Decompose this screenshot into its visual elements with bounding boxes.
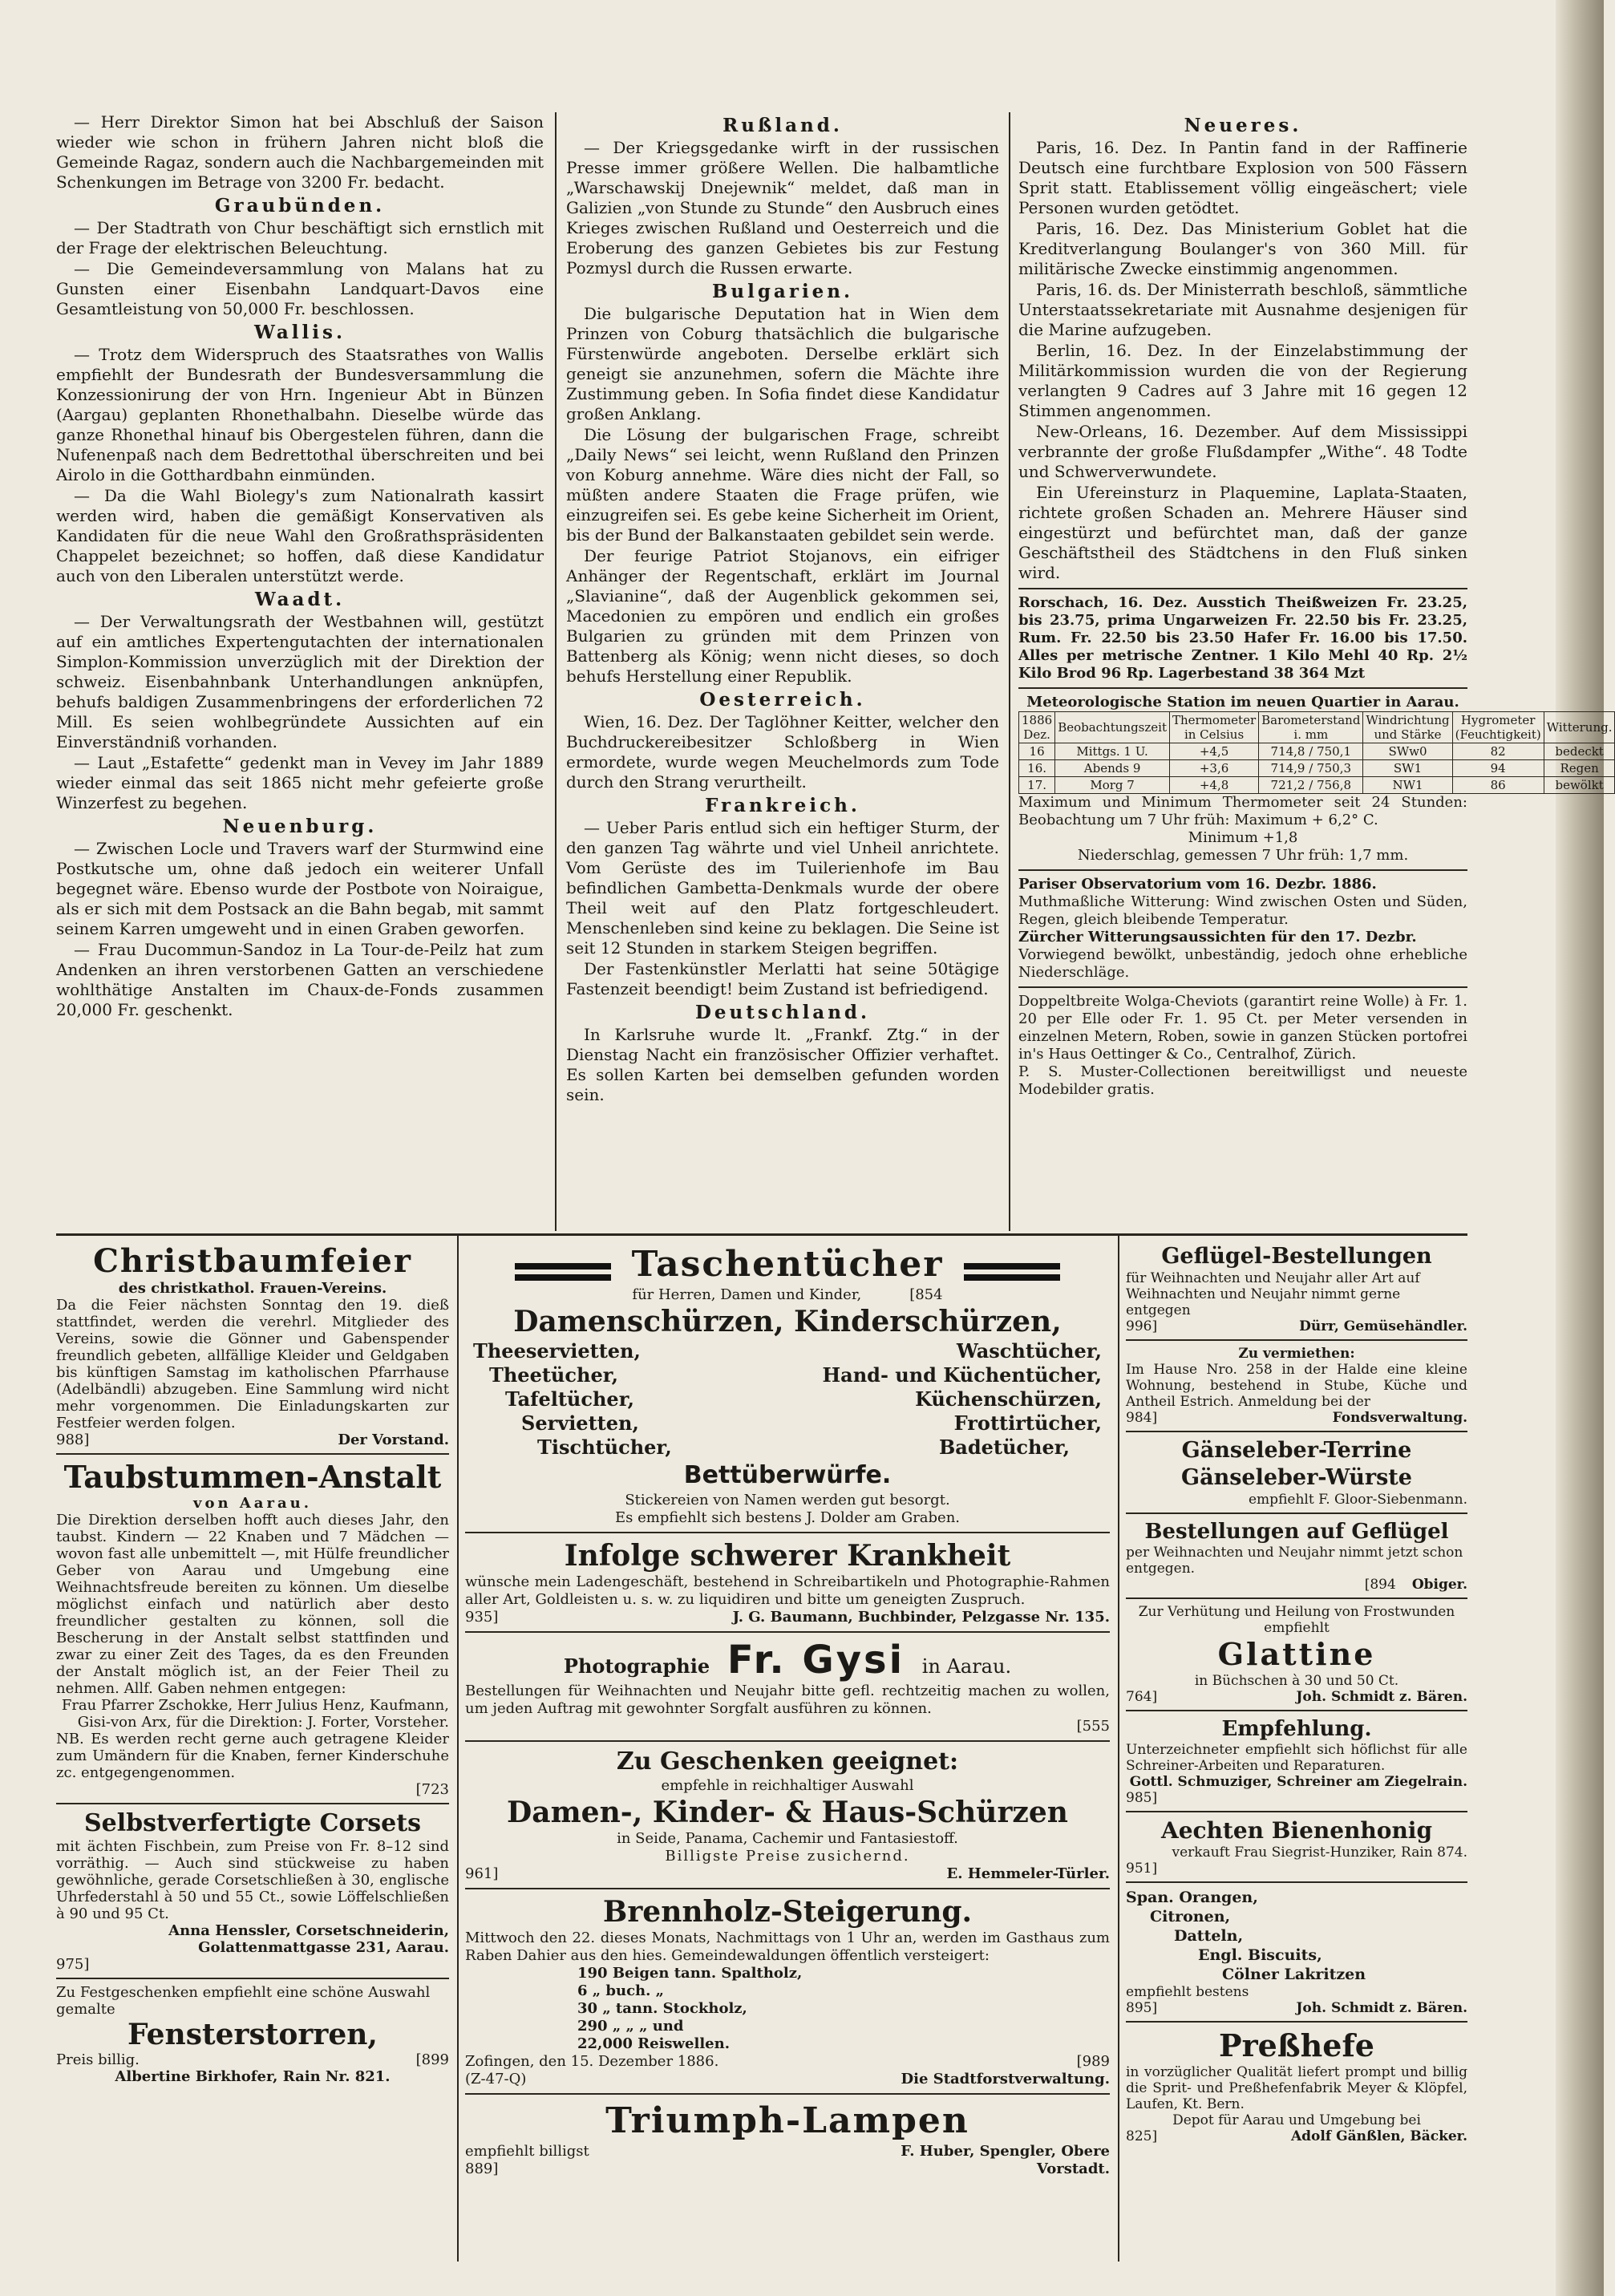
taschentuecher-for: für Herren, Damen und Kinder, xyxy=(632,1286,862,1303)
glattine-footer xyxy=(1126,1689,1467,1705)
list-item: 290 „ „ „ und xyxy=(577,2018,684,2035)
list-item: 6 „ buch. „ xyxy=(577,1982,665,1999)
section-heading: Wallis. xyxy=(254,322,346,343)
weather-header-cell: Hygrometer (Feuchtigkeit) xyxy=(1452,712,1544,743)
section-heading: Rußland. xyxy=(722,115,843,136)
geschenke-name: E. Hemmeler-Türler. xyxy=(946,1865,1110,1882)
taubstummen-text: Die Direktion derselben hofft auch dieses Jahr, den taubst. Kindern — 22 Knaben und 7 Mädchen — wovon fast alle unbemittelt —, mit Hülfe freundlicher Geber von Aarau und Umgebung eine Weihnachtsfreude bereiten zu können. Um dieselbe möglichst einfach und natürlich aber desto freundlicher gestalten zu können, soll die Bescherung in der Anstalt selbst stattfinden und zwar zu einer Zeit des Tages, da es den Freunden der Anstalt möglich ist, an der Feier Theil zu nehmen. Allf. Gaben nehmen entgegen: xyxy=(56,1512,449,1697)
section-heading: Waadt. xyxy=(254,589,346,610)
section-heading: Graubünden. xyxy=(214,195,386,217)
weather-header-cell: Beobachtungszeit xyxy=(1055,712,1170,743)
divider xyxy=(465,1532,1110,1533)
christbaum-title: Christbaumfeier xyxy=(93,1242,412,1280)
triumph-footer xyxy=(465,2143,1110,2178)
brennholz-items xyxy=(465,1965,1110,2053)
weather-cell: 86 xyxy=(1452,777,1544,794)
divider xyxy=(1126,1881,1467,1883)
weather-table-row xyxy=(1019,777,1615,794)
section-heading: Neuenburg. xyxy=(222,816,378,837)
article-paragraph: Die bulgarische Deputation hat in Wien dem Prinzen von Coburg thatsächlich die bulgarische Fürstenwürde angeboten. Derselbe erklärt sich geneigt sie anzunehmen, sofern die Mächte ihre Zustimmung geben. In Sofia findet diese Kandidatur großen Anklang. xyxy=(566,304,999,423)
fensterstorren-title: Fensterstorren, xyxy=(128,2018,378,2051)
news-column-1 xyxy=(56,112,544,1231)
wolga-postscript: P. S. Muster-Collectionen bereitwilligst und neueste Modebilder gratis. xyxy=(1018,1063,1467,1098)
taschentuecher-schuerzen: Damenschürzen, Kinderschürzen, xyxy=(513,1305,1062,1338)
section-heading: Deutschland. xyxy=(694,1002,871,1023)
fensterstorren-price: Preis billig. xyxy=(56,2051,140,2068)
list-item: Badetücher, xyxy=(938,1436,1070,1459)
geschenke-footer xyxy=(465,1865,1110,1883)
weather-note: Niederschlag, gemessen 7 Uhr früh: 1,7 mm. xyxy=(1077,847,1409,864)
divider xyxy=(465,2093,1110,2095)
glattine-title: Glattine xyxy=(1217,1636,1376,1672)
column-rule xyxy=(1009,112,1010,1231)
gysi-suffix: in Aarau. xyxy=(921,1655,1012,1678)
geschenke-materials: in Seide, Panama, Cachemir und Fantasiestoff. xyxy=(617,1830,958,1847)
ad-number: [989 xyxy=(1076,2053,1110,2070)
article-paragraph: Der feurige Patriot Stojanovs, ein eifriger Anhänger der Regentschaft, erklärt im Journal „Slavianine“, daß der Augenblick gekommen sei, Macedonien zu empören und endlich ein großes Bulgarien zu gründen mit dem Prinzen von Battenberg als König; wenn nicht dieses, so doch behufs Herstellung einer Republik. xyxy=(566,546,999,686)
taschentuecher-bett: Bettüberwürfe. xyxy=(683,1461,892,1489)
list-item: Küchenschürzen, xyxy=(915,1387,1102,1411)
bestellungen-name: Obiger. xyxy=(1411,1577,1467,1593)
weather-cell: bewölkt xyxy=(1544,777,1615,794)
taschentuecher-stick: Stickereien von Namen werden gut besorgt. xyxy=(625,1492,950,1508)
list-item: Citronen, xyxy=(1150,1908,1231,1925)
taschentuecher-list-left xyxy=(473,1339,672,1460)
weather-table xyxy=(1018,711,1615,794)
bestellungen-footer xyxy=(1126,1577,1467,1593)
triumph-name: F. Huber, Spengler, Obere Vorstadt. xyxy=(901,2143,1110,2177)
weather-cell: 17. xyxy=(1019,777,1055,794)
article-paragraph: — Der Kriegsgedanke wirft in der russischen Presse immer größere Wellen. Die halbamtliche „Warschawskij Dnejewnik“ meldet, daß man in Galizien „von Stunde zu Stunde“ den Ausbruch eines Krieges zwischen Rußland und Oesterreich und die Eroberung des ganzen Gebietes bis zur Festung Pozmysl durch die Russen erwarte. xyxy=(566,138,999,277)
market-report: Rorschach, 16. Dez. Ausstich Theißweizen Fr. 23.25, bis 23.75, prima Ungarweizen Fr. 22.50 bis Fr. 23.25, Rum. Fr. 22.50 bis 23.50 Hafer Fr. 16.00 bis 17.50. Alles per metrische Zentner. 1 Kilo Mehl 40 Rp. 2½ Kilo Brod 96 Rp. Lagerbestand 38 364 Mzt xyxy=(1018,594,1467,682)
krankheit-name: J. G. Baumann, Buchbinder, Pelzgasse Nr. 135. xyxy=(732,1609,1110,1626)
article-paragraph: — Da die Wahl Biolegy's zum Nationalrath kassirt werden wird, haben die gemäßigt Konservativen als Kandidaten für die neue Wahl den Großrathspräsidenten Chappelet bezeichnet; so hoffen, daß diese Kandidatur auch von den Liberalen unterstützt werde. xyxy=(56,486,544,585)
gysi-prefix: Photographie xyxy=(563,1654,710,1678)
article-paragraph: — Zwischen Locle und Travers warf der Sturmwind eine Postkutsche um, ohne daß jedoch ein weiterer Unfall begegnet wäre. Ebenso wurde der Postbote von Noiraigue, als er sich mit dem Postsack an die Bahn begab, mit sammt seinem Karren umgeweht und in einen Graben geworfen. xyxy=(56,839,544,938)
fruit-footer xyxy=(1126,2000,1467,2016)
weather-cell: Abends 9 xyxy=(1055,760,1170,777)
ad-number: 988] xyxy=(56,1431,90,1448)
empfehlung-text: Unterzeichneter empfiehlt sich höflichst für alle Schreiner-Arbeiten und Reparaturen. xyxy=(1126,1742,1467,1774)
wolga-advert: Doppeltbreite Wolga-Cheviots (garantirt reine Wolle) à Fr. 1. 20 per Elle oder Fr. 1. 95 Ct. per Meter versenden in einzelnen Metern, Roben, sowie in ganzen Stücken portofrei in's Haus Oettinger & Co., Centralhof, Zürich. xyxy=(1018,993,1467,1063)
divider xyxy=(465,1740,1110,1742)
glattine-text: in Büchschen à 30 und 50 Ct. xyxy=(1194,1673,1399,1689)
presshefe-title: Preßhefe xyxy=(1219,2027,1374,2063)
weather-table-header xyxy=(1019,712,1615,743)
ad-number: 895] xyxy=(1126,2000,1158,2016)
ads-column-left xyxy=(56,1243,449,2262)
taubstummen-subtitle: von Aarau. xyxy=(193,1495,312,1512)
geschenke-title: Zu Geschenken geeignet: xyxy=(616,1747,959,1776)
weather-cell: NW1 xyxy=(1363,777,1452,794)
article-paragraph: — Frau Ducommun-Sandoz in La Tour-de-Peilz hat zum Andenken an ihren verstorbenen Gatten an verschiedene wohlthätige Anstalten im Chaux-de-Fonds zusammen 20,000 Fr. geschenkt. xyxy=(56,940,544,1019)
taschentuecher-footer: Es empfiehlt sich bestens J. Dolder am Graben. xyxy=(614,1509,961,1526)
weather-cell: SWw0 xyxy=(1363,743,1452,760)
section-heading: Oesterreich. xyxy=(699,689,866,711)
ad-number: [899 xyxy=(415,2051,449,2068)
divider xyxy=(1018,986,1467,988)
triumph-title: Triumph-Lampen xyxy=(605,2100,969,2141)
list-item: 22,000 Reiswellen. xyxy=(577,2035,730,2052)
taubstummen-nb: NB. Es werden recht gerne auch getragene Kleider zum Umändern für die Knaben, ferner Kinderschuhe zc. entgegengenommen. xyxy=(56,1731,449,1781)
list-item: Span. Orangen, xyxy=(1126,1889,1258,1906)
fruit-text: empfiehlt bestens xyxy=(1126,1984,1249,2000)
ads-column-right xyxy=(1126,1243,1467,2262)
weather-cell: Regen xyxy=(1544,760,1615,777)
weather-cell: +4,5 xyxy=(1169,743,1258,760)
divider xyxy=(1018,588,1467,589)
presshefe-name: Adolf Gänßlen, Bäcker. xyxy=(1290,2128,1467,2144)
weather-header-cell: Barometerstand i. mm xyxy=(1259,712,1363,743)
empfehlung-title: Empfehlung. xyxy=(1221,1717,1372,1741)
list-item: Hand- und Küchentücher, xyxy=(822,1363,1102,1387)
weather-cell: 82 xyxy=(1452,743,1544,760)
weather-cell: +3,6 xyxy=(1169,760,1258,777)
gefluegel-name: Dürr, Gemüsehändler. xyxy=(1299,1318,1467,1334)
article-paragraph: Wien, 16. Dez. Der Taglöhner Keitter, welcher den Buchdruckereibesitzer Schloßberg in Wien ermordete, wurde wegen Meuchelmords zum Tode durch den Strang verurtheilt. xyxy=(566,712,999,792)
page-binding-edge xyxy=(1556,0,1604,2296)
divider xyxy=(1126,1339,1467,1341)
ad-number: 985] xyxy=(1126,1790,1158,1806)
ad-signature: Der Vorstand. xyxy=(338,1431,449,1448)
taschentuecher-for-line xyxy=(465,1286,1110,1304)
brennholz-date-line xyxy=(465,2053,1110,2071)
divider xyxy=(1126,1512,1467,1514)
christbaum-footer xyxy=(56,1431,449,1448)
article-paragraph: Berlin, 16. Dez. In der Einzelabstimmung der Militärkommission wurden die von der Regierung verlangten 9 Cadres auf 3 Jahre mit 16 gegen 12 Stimmen angenommen. xyxy=(1018,341,1467,420)
glattine-intro: Zur Verhütung und Heilung von Frostwunden empfiehlt xyxy=(1138,1604,1455,1636)
bestellungen-title: Bestellungen auf Geflügel xyxy=(1144,1520,1449,1544)
zurich-forecast-text: Vorwiegend bewölkt, unbeständig, jedoch ohne erhebliche Niederschläge. xyxy=(1018,946,1467,981)
list-item: Tischtücher, xyxy=(537,1436,672,1459)
corsets-name: Anna Henssler, Corsetschneiderin, Golattenmattgasse 231, Aarau. xyxy=(168,1922,449,1956)
list-item: Theetücher, xyxy=(489,1363,618,1387)
weather-header-cell: Windrichtung und Stärke xyxy=(1363,712,1452,743)
ad-number: 764] xyxy=(1126,1689,1158,1705)
weather-cell: +4,8 xyxy=(1169,777,1258,794)
zurich-forecast-title: Zürcher Witterungsaussichten für den 17. Dezbr. xyxy=(1018,929,1417,946)
gaensleber-terrine: Gänseleber-Terrine xyxy=(1181,1438,1412,1463)
vermiethen-signature: Fondsverwaltung. xyxy=(1332,1410,1467,1426)
weather-cell: bedeckt xyxy=(1544,743,1615,760)
weather-note: Minimum +1,8 xyxy=(1188,829,1298,846)
gefluegel-text: für Weihnachten und Neujahr aller Art auf Weihnachten und Neujahr nimmt gerne entgegen xyxy=(1126,1270,1420,1318)
divider xyxy=(1126,1597,1467,1599)
list-item: Tafeltücher, xyxy=(505,1387,634,1411)
weather-header-cell: Witterung. xyxy=(1544,712,1615,743)
geschenke-price: Billigste Preise zusichernd. xyxy=(665,1848,910,1865)
fruit-list xyxy=(1126,1888,1467,1984)
article-paragraph: Ein Ufereinsturz in Plaquemine, Laplata-Staaten, richtete großen Schaden an. Mehrere Häuser sind eingestürzt und befürchtet man, daß der ganze Geschäftstheil des Städtchens in den Fluß sinken wird. xyxy=(1018,483,1467,582)
brennholz-signature: Die Stadtforstverwaltung. xyxy=(901,2071,1110,2087)
ad-number: 825] xyxy=(1126,2128,1158,2144)
divider xyxy=(56,1803,449,1804)
bienenhonig-title: Aechten Bienenhonig xyxy=(1160,1817,1433,1844)
divider xyxy=(1126,1431,1467,1432)
weather-note: Maximum und Minimum Thermometer seit 24 Stunden: Beobachtung um 7 Uhr früh: Maximum + 6,2° C. xyxy=(1018,794,1467,828)
vermiethen-footer xyxy=(1126,1410,1467,1426)
empfehlung-name: Gottl. Schmuziger, Schreiner am Ziegelrain. xyxy=(1129,1774,1467,1790)
gefluegel-footer xyxy=(1126,1318,1467,1334)
ad-number: [555 xyxy=(1076,1718,1110,1735)
article-paragraph: Paris, 16. Dez. In Pantin fand in der Raffinerie Deutsch eine furchtbare Explosion von 500 Fässern Sprit statt. Etablissement völlig eingeäschert; viele Personen wurden getödtet. xyxy=(1018,138,1467,217)
taschentuecher-title: Taschentücher xyxy=(631,1244,944,1285)
christbaum-subtitle: des christkathol. Frauen-Vereins. xyxy=(118,1280,387,1297)
geschenke-schuerzen: Damen-, Kinder- & Haus-Schürzen xyxy=(507,1796,1068,1829)
article-paragraph: In Karlsruhe wurde lt. „Frankf. Ztg.“ in der Dienstag Nacht ein französischer Offizier verhaftet. Es sollen Karten bei demselben gefunden worden sein. xyxy=(566,1025,999,1104)
observatory-text: Muthmaßliche Witterung: Wind zwischen Osten und Süden, Regen, gleich bleibende Temperatur. xyxy=(1018,893,1467,928)
weather-cell: Mittgs. 1 U. xyxy=(1055,743,1170,760)
list-item: Servietten, xyxy=(521,1411,639,1435)
list-item: Engl. Biscuits, xyxy=(1198,1946,1322,1964)
article-paragraph: — Trotz dem Widerspruch des Staatsrathes von Wallis empfiehlt der Bundesrath der Bundesversammlung die Konzessionirung der von Hrn. Ingenieur Abt in Bünzen (Aargau) geplanten Rhonethalbahn. Dieselbe würde das ganze Rhonethal hinauf bis Obergestelen führen, dann die Nufenenpaß nach dem Bedrettothal überschreiten und bei Airolo in die Gotthardbahn einmünden. xyxy=(56,345,544,484)
ornament-bars xyxy=(964,1263,1060,1281)
article-paragraph: — Die Gemeindeversammlung von Malans hat zu Gunsten einer Eisenbahn Landquart-Davos eine Gesamtleistung von 50,000 Fr. beschlossen. xyxy=(56,259,544,318)
divider xyxy=(1126,1710,1467,1711)
observatory-title: Pariser Observatorium vom 16. Dezbr. 1886. xyxy=(1018,876,1377,893)
krankheit-footer xyxy=(465,1609,1110,1626)
ad-number: [723 xyxy=(415,1781,449,1798)
column-rule xyxy=(1118,1235,1119,2262)
krankheit-text: wünsche mein Ladengeschäft, bestehend in Schreibartikeln und Photographie-Rahmen aller Art, Goldleisten u. s. w. zu liquidiren und bitte um geneigten Zuspruch. xyxy=(465,1573,1110,1608)
ads-column-center xyxy=(465,1243,1110,2262)
ad-number: 961] xyxy=(465,1865,499,1882)
ad-number: [894 xyxy=(1364,1577,1396,1593)
brennholz-code: (Z-47-Q) xyxy=(465,2071,527,2087)
gysi-name: Fr. Gysi xyxy=(727,1638,905,1683)
presshefe-footer xyxy=(1126,2128,1467,2144)
fensterstorren-intro: Zu Festgeschenken empfiehlt eine schöne Auswahl gemalte xyxy=(56,1984,431,2018)
list-item: Waschtücher, xyxy=(956,1339,1102,1363)
divider xyxy=(56,1978,449,1979)
corsets-text: mit ächten Fischbein, zum Preise von Fr. 8–12 sind vorräthig. — Auch sind stückweise zu haben gewöhnliche, gerade Corsetschließen à 30, englische Uhrfederstahl à 50 und 55 Ct., sowie Löffelschließen à 90 und 95 Ct. xyxy=(56,1838,449,1922)
taschentuecher-lists xyxy=(465,1339,1110,1460)
list-item: Theeservietten, xyxy=(473,1339,641,1363)
section-rule xyxy=(56,1233,1467,1236)
bienenhonig-text: verkauft Frau Siegrist-Hunziker, Rain 874. xyxy=(1172,1844,1467,1861)
list-item: Frottirtücher, xyxy=(953,1411,1102,1435)
divider xyxy=(1018,687,1467,689)
article-paragraph: — Der Stadtrath von Chur beschäftigt sich ernstlich mit der Frage der elektrischen Beleuchtung. xyxy=(56,218,544,257)
taschentuecher-heading xyxy=(465,1243,1110,1286)
weather-table-row xyxy=(1019,760,1615,777)
column-rule xyxy=(457,1235,459,2262)
article-paragraph: Die Lösung der bulgarischen Frage, schreibt „Daily News“ sei leicht, wenn Rußland den Prinzen von Koburg annehme. Wäre dies nicht der Fall, so müßten andere Staaten die Frage prüfen, wie einzugreifen sei. Es gebe keine Sicherheit im Orient, bis der Bund der Balkanstaaten gebildet sein werde. xyxy=(566,425,999,545)
triumph-prefix xyxy=(465,2143,589,2178)
ad-number: [854 xyxy=(909,1286,943,1303)
geschenke-sub: empfehle in reichhaltiger Auswahl xyxy=(661,1777,914,1794)
fruit-name: Joh. Schmidt z. Bären. xyxy=(1296,2000,1467,2016)
christbaum-text: Da die Feier nächsten Sonntag den 19. dieß stattfindet, werden die verehrl. Mitglieder des Vereins, sowie die Gönner und Gabenspender freundlich gebeten, allfällige Kleider und Geldgaben bis künftigen Samstag im katholischen Pfarrhause (Adelbändli) abzugeben. Eine Sammlung wird nicht mehr vorgenommen. Die Einladungskarten zur Festfeier werden folgen. xyxy=(56,1297,449,1431)
vermiethen-text: Im Hause Nro. 258 in der Halde eine kleine Wohnung, bestehend in Stube, Küche und Antheil Estrich. Anmeldung bei der xyxy=(1126,1362,1467,1410)
weather-header-cell: 1886 Dez. xyxy=(1019,712,1055,743)
list-item: 30 „ tann. Stockholz, xyxy=(577,2000,747,2017)
taubstummen-title: Taubstummen-Anstalt xyxy=(63,1459,442,1495)
triumph-pre-text: empfiehlt billigst xyxy=(465,2143,589,2160)
article-paragraph: Der Fastenkünstler Merlatti hat seine 50tägige Fastenzeit beendigt! beim Zustand ist befriedigend. xyxy=(566,959,999,998)
ornament-bars xyxy=(515,1263,611,1281)
article-paragraph: Paris, 16. Dez. Das Ministerium Goblet hat die Kreditverlangung Boulanger's von 360 Mill. für militärische Zwecke einstimmig angenommen. xyxy=(1018,219,1467,278)
gysi-text: Bestellungen für Weihnachten und Neujahr bitte gefl. rechtzeitig machen zu wollen, um jeden Auftrag mit gewohnter Sorgfalt ausführen zu können. xyxy=(465,1683,1110,1717)
taschentuecher-list-right xyxy=(823,1339,1103,1460)
weather-cell: 721,2 / 756,8 xyxy=(1259,777,1363,794)
brennholz-date: Zofingen, den 15. Dezember 1886. xyxy=(465,2053,719,2070)
list-item: Cölner Lakritzen xyxy=(1222,1966,1366,1983)
gaensleber-line: empfiehlt F. Gloor-Siebenmann. xyxy=(1249,1492,1467,1508)
weather-header-cell: Thermometer in Celsius xyxy=(1169,712,1258,743)
divider xyxy=(1126,1811,1467,1812)
bestellungen-text: per Weihnachten und Neujahr nimmt jetzt schon entgegen. xyxy=(1126,1545,1463,1577)
presshefe-depot: Depot für Aarau und Umgebung bei xyxy=(1172,2112,1421,2128)
ad-number: 951] xyxy=(1126,1861,1158,1877)
news-column-2 xyxy=(566,112,999,1231)
divider xyxy=(56,1453,449,1455)
weather-cell: 714,9 / 750,3 xyxy=(1259,760,1363,777)
corsets-title: Selbstverfertigte Corsets xyxy=(83,1809,422,1837)
article-paragraph: — Laut „Estafette“ gedenkt man in Vevey im Jahr 1889 wieder einmal das seit 1865 nicht mehr gefeierte große Winzerfest zu begehen. xyxy=(56,753,544,812)
ad-number: 996] xyxy=(1126,1318,1158,1334)
brennholz-title: Brennholz-Steigerung. xyxy=(602,1895,973,1929)
fensterstorren-name: Albertine Birkhofer, Rain Nr. 821. xyxy=(115,2068,391,2085)
gysi-heading xyxy=(465,1638,1110,1683)
krankheit-title: Infolge schwerer Krankheit xyxy=(564,1539,1011,1573)
divider xyxy=(1126,2021,1467,2023)
glattine-name: Joh. Schmidt z. Bären. xyxy=(1296,1689,1467,1705)
brennholz-sign-line xyxy=(465,2071,1110,2088)
news-column-3 xyxy=(1018,112,1613,1231)
brennholz-text: Mittwoch den 22. dieses Monats, Nachmittags von 1 Uhr an, werden im Gasthaus zum Raben Dahier aus den hies. Gemeindewaldungen öffentlich versteigert: xyxy=(465,1930,1110,1964)
gefluegel-title: Geflügel-Bestellungen xyxy=(1161,1244,1432,1269)
article-paragraph: Paris, 16. ds. Der Ministerrath beschloß, sämmtliche Unterstaatssekretariate mit Ausnahme desjenigen für die Marine aufzugeben. xyxy=(1018,280,1467,339)
article-paragraph: — Der Verwaltungsrath der Westbahnen will, gestützt auf ein amtliches Expertengutachten der internationalen Simplon-Kommission unverzüglich mit der Direktion der schweiz. Eisenbahnbank Unterhandlungen anknüpfen, behufs baldigen Zusammenbringens der erforderlichen 72 Mill. Es seien wohlbegründete Aussichten auf ein Einverständniß vorhanden. xyxy=(56,612,544,751)
newspaper-page xyxy=(56,48,1613,2262)
section-heading: Frankreich. xyxy=(705,795,860,816)
column-rule xyxy=(555,112,557,1231)
fensterstorren-footer xyxy=(56,2051,449,2068)
weather-cell: 94 xyxy=(1452,760,1544,777)
ad-number: 975] xyxy=(56,1956,90,1973)
article-paragraph: — Ueber Paris entlud sich ein heftiger Sturm, der den ganzen Tag währte und viel Unheil anrichtete. Vom Gerüste des im Tuilerienhofe im Bau befindlichen Gambetta-Denkmals wurde der obere Theil weit auf den Platz fortgeschleudert. Menschenleben sind keine zu beklagen. Die Seine ist seit 12 Stunden in starkem Steigen begriffen. xyxy=(566,818,999,958)
weather-cell: 16 xyxy=(1019,743,1055,760)
taubstummen-names: Frau Pfarrer Zschokke, Herr Julius Henz, Kaufmann, Gisi-von Arx, für die Direktion: J. Forter, Vorsteher. xyxy=(61,1697,449,1731)
article-paragraph: — Herr Direktor Simon hat bei Abschluß der Saison wieder wie schon in frühern Jahren nicht bloß die Gemeinde Ragaz, sondern auch die Nachbargemeinden mit Schenkungen im Betrage von 3200 Fr. bedacht. xyxy=(56,112,544,192)
weather-cell: Morg 7 xyxy=(1055,777,1170,794)
weather-station-title: Meteorologische Station im neuen Quartier in Aarau. xyxy=(1026,694,1459,711)
ad-number: 889] xyxy=(465,2160,499,2177)
divider xyxy=(1018,869,1467,871)
weather-cell: 16. xyxy=(1019,760,1055,777)
article-paragraph: New-Orleans, 16. Dezember. Auf dem Mississippi verbrannte der große Flußdampfer „Withe“. 48 Todte und Schwerverwundete. xyxy=(1018,422,1467,481)
presshefe-text: in vorzüglicher Qualität liefert prompt und billig die Sprit- und Preßhefenfabrik Meyer & Klöpfel, Laufen, Kt. Bern. xyxy=(1126,2064,1467,2112)
divider xyxy=(465,1631,1110,1633)
section-heading: Bulgarien. xyxy=(711,281,854,302)
list-item: Datteln, xyxy=(1174,1927,1244,1945)
divider xyxy=(465,1888,1110,1889)
list-item: 190 Beigen tann. Spaltholz, xyxy=(577,1965,803,1982)
weather-cell: 714,8 / 750,1 xyxy=(1259,743,1363,760)
gaensleber-wuerste: Gänseleber-Würste xyxy=(1181,1465,1412,1490)
weather-table-row xyxy=(1019,743,1615,760)
ad-number: 935] xyxy=(465,1609,499,1626)
section-heading: Neueres. xyxy=(1184,115,1302,136)
weather-cell: SW1 xyxy=(1363,760,1452,777)
vermiethen-title: Zu vermiethen: xyxy=(1238,1346,1355,1362)
ad-number: 984] xyxy=(1126,1410,1158,1426)
